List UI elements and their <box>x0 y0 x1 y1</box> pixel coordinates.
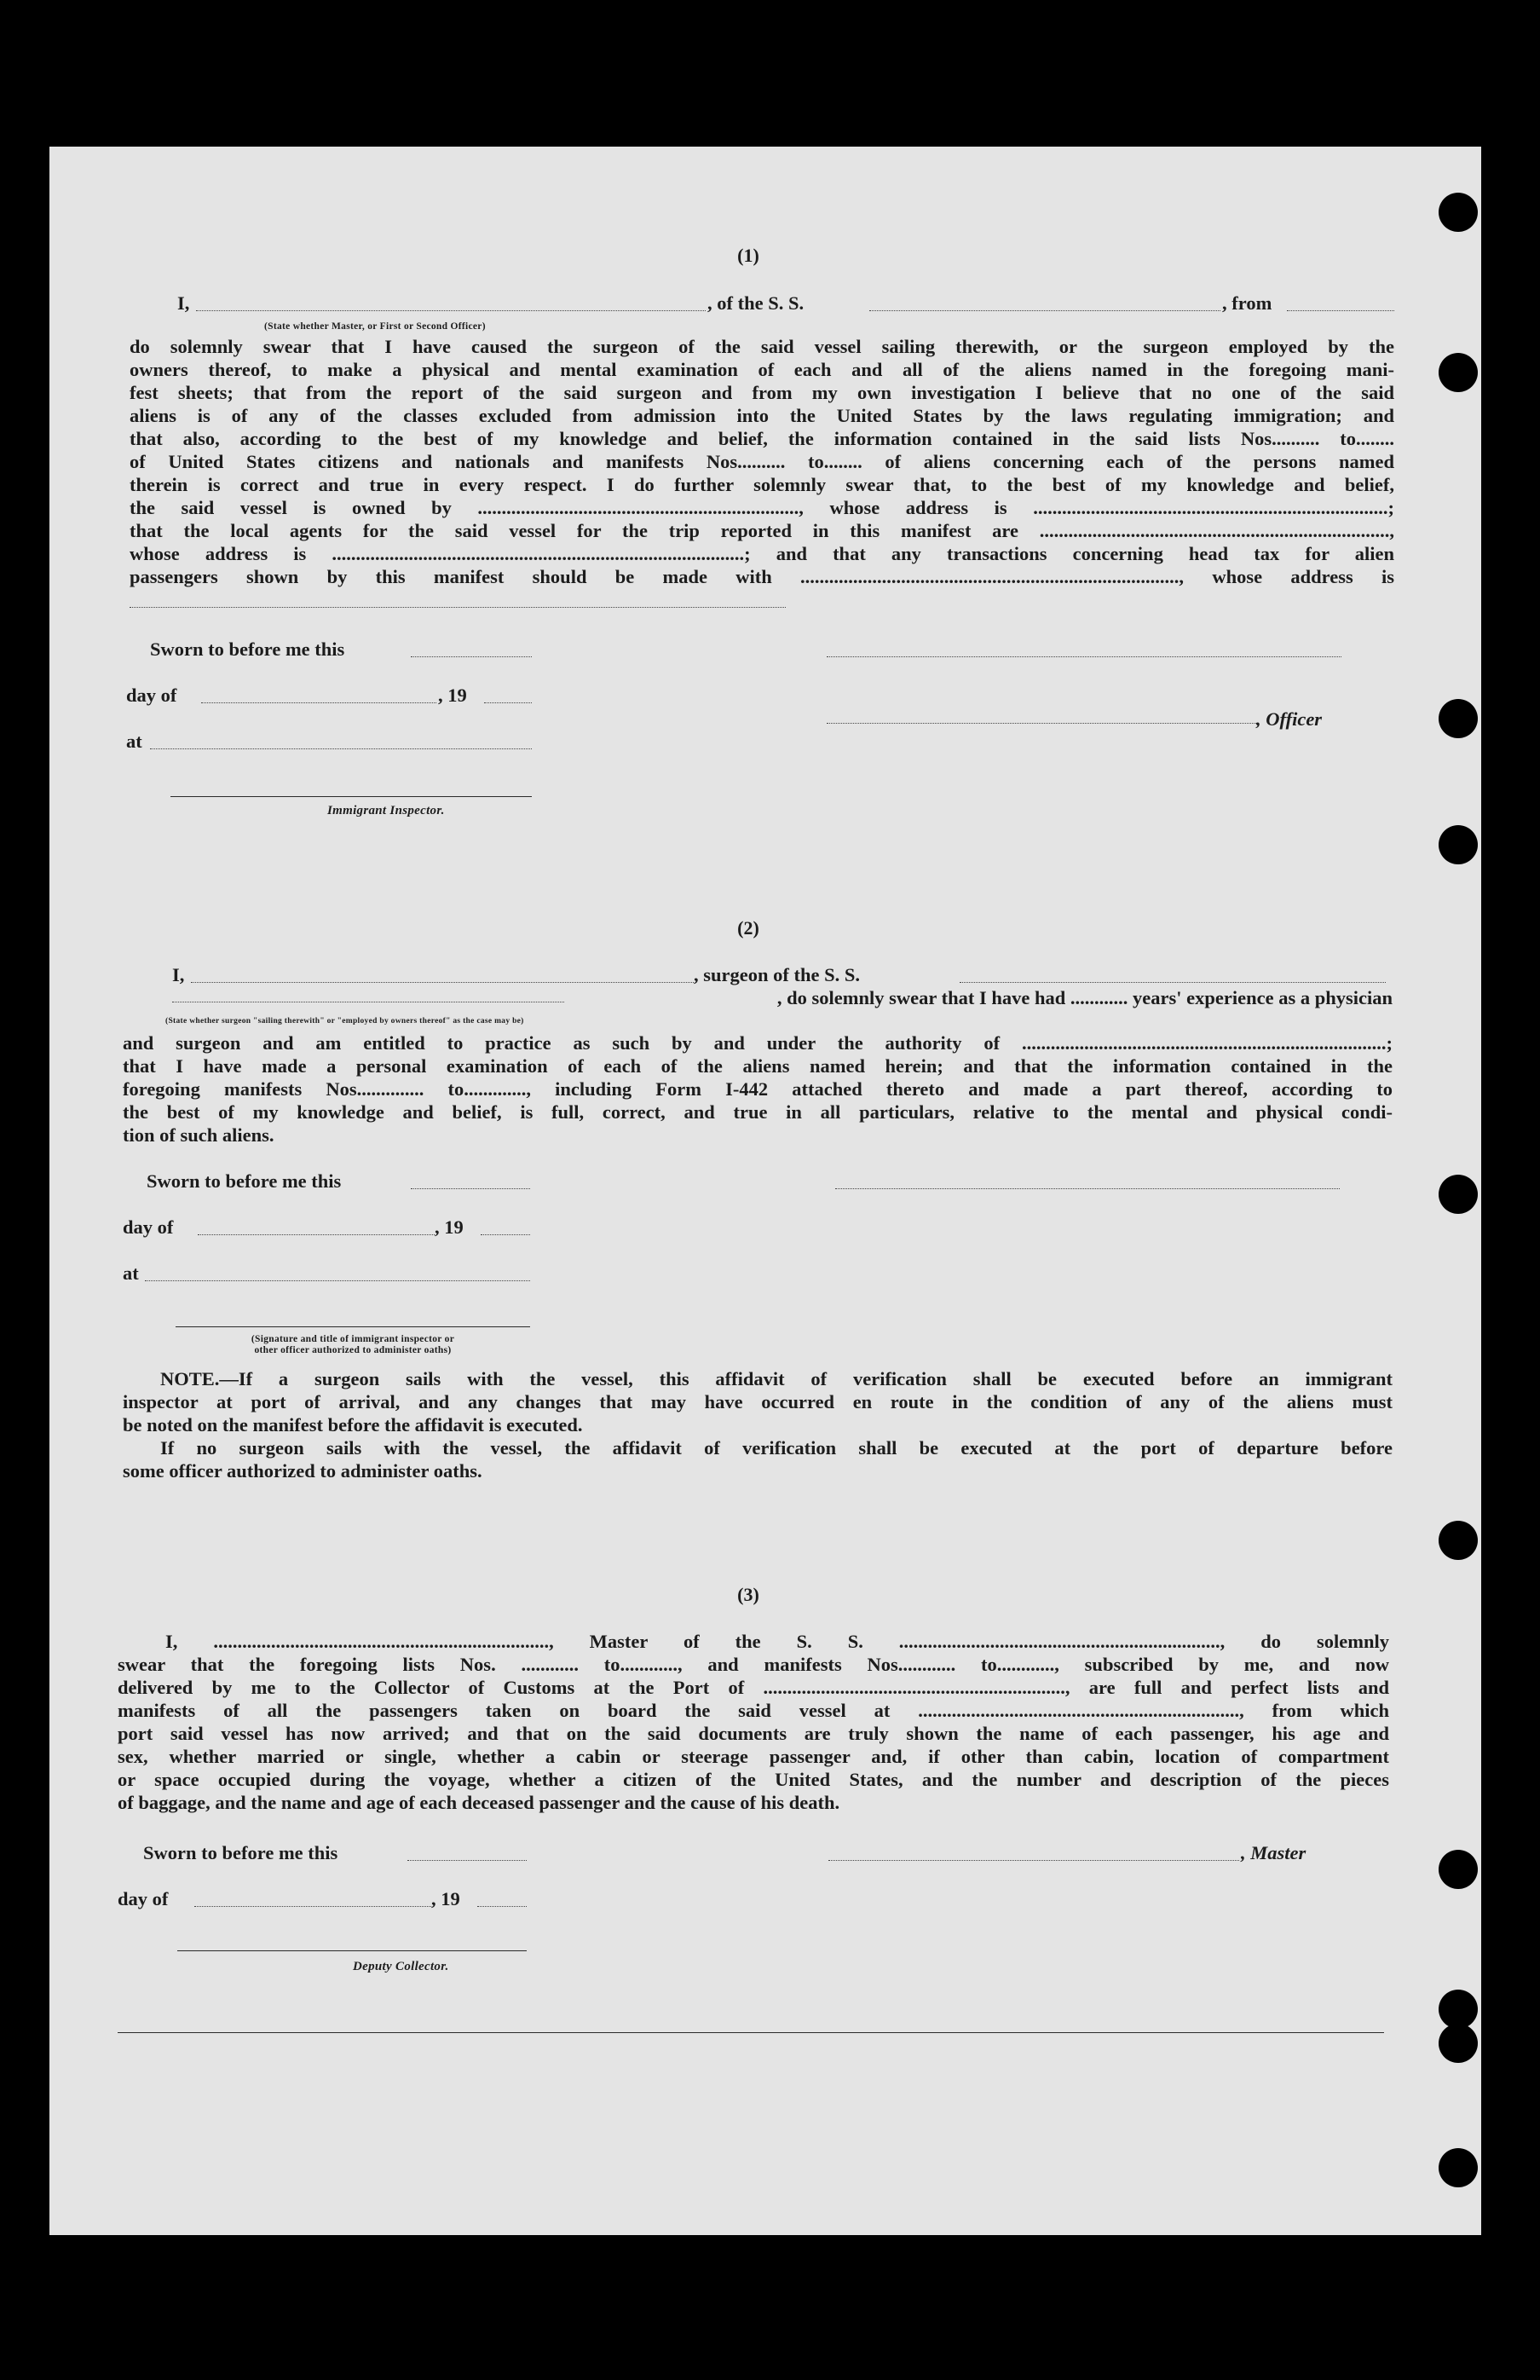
s1-para-line: that the local agents for the said vessel for the trip reported in this manifest are ........................................................................., <box>130 520 1394 541</box>
s2-ship-field[interactable] <box>960 982 1386 983</box>
section-number-2: (2) <box>737 917 759 939</box>
s2-para-line: tion of such aliens. <box>123 1124 274 1146</box>
bottom-rule <box>118 2032 1384 2033</box>
s2-name-field[interactable] <box>191 982 694 983</box>
s1-officer-label: , Officer <box>1256 708 1323 730</box>
s1-from: , from <box>1222 292 1272 314</box>
s3-para-line: delivered by me to the Collector of Customs at the Port of ..............................................................., are full and perfect lists and <box>118 1677 1389 1698</box>
s3-para-line: sex, whether married or single, whether a cabin or steerage passenger and, if other than cabin, location of compartment <box>118 1746 1389 1767</box>
s3-para-line: swear that the foregoing lists Nos. ............ to............, and manifests Nos............ to............, subscribed by me, and now <box>118 1654 1389 1675</box>
punch-hole <box>1439 1175 1478 1214</box>
s1-para-line: passengers shown by this manifest should be made with ..............................................................................., whose address is <box>130 566 1394 587</box>
punch-hole <box>1439 825 1478 864</box>
section-number-3: (3) <box>737 1584 759 1605</box>
s1-day-of: day of <box>126 685 177 706</box>
s2-sworn-field[interactable] <box>411 1188 530 1189</box>
s1-para-line: owners thereof, to make a physical and mental examination of each and all of the aliens named in the foregoing mani- <box>130 359 1394 380</box>
punch-hole <box>1439 2148 1478 2187</box>
s2-note-line: be noted on the manifest before the affidavit is executed. <box>123 1414 583 1436</box>
s3-para-line: I, ......................................................................, Master of the S. S. ..................................................................., do solemnly <box>165 1631 1389 1652</box>
s3-para-line: port said vessel has now arrived; and that on the said documents are truly shown the name of each passenger, his age and <box>118 1723 1389 1744</box>
s3-year: , 19 <box>431 1888 460 1909</box>
s1-para-line: fest sheets; that from the report of the said surgeon and from my own investigation I believe that no one of the said <box>130 382 1394 403</box>
s3-year-field[interactable] <box>477 1906 527 1907</box>
s3-collector-label: Deputy Collector. <box>353 1960 449 1973</box>
s1-i: I, <box>177 292 190 314</box>
s1-of-ss: , of the S. S. <box>707 292 805 314</box>
s1-para-line: do solemnly swear that I have caused the surgeon of the said vessel sailing therewith, or the surgeon employed by the <box>130 336 1394 357</box>
s1-para-line: aliens is of any of the classes excluded from admission into the United States by the laws regulating immigration; and <box>130 405 1394 426</box>
s2-at: at <box>123 1262 139 1284</box>
s1-sworn: Sworn to before me this <box>150 638 345 660</box>
s2-day-of: day of <box>123 1216 174 1238</box>
s2-line-name <box>172 963 1393 986</box>
s1-para-line: of United States citizens and nationals and manifests Nos.......... to........ of aliens concerning each of the persons named <box>130 451 1394 472</box>
s1-at: at <box>126 731 142 752</box>
s1-name-field[interactable] <box>196 310 706 311</box>
s2-para-line: that I have made a personal examination of each of the aliens named herein; and that the information contained in the <box>123 1055 1393 1077</box>
s1-from-field[interactable] <box>1287 310 1394 311</box>
s2-para-line: and surgeon and am entitled to practice as such by and under the authority of ............................................................................; <box>123 1032 1393 1054</box>
s1-address-field[interactable] <box>130 607 786 608</box>
s3-para-line: manifests of all the passengers taken on board the said vessel at ..................................................................., from which <box>118 1700 1389 1721</box>
s2-note-line: If no surgeon sails with the vessel, the affidavit of verification shall be executed at the port of departure before <box>160 1437 1393 1459</box>
s2-note-line: inspector at port of arrival, and any changes that may have occurred en route in the condition of any of the aliens must <box>123 1391 1393 1412</box>
s2-note-line: NOTE.—If a surgeon sails with the vessel, this affidavit of verification shall be executed before an immigrant <box>160 1368 1393 1389</box>
s1-para-line: therein is correct and true in every respect. I do further solemnly swear that, to the best of my knowledge and belief, <box>130 474 1394 495</box>
s3-day-of: day of <box>118 1888 169 1909</box>
s2-surgeon-of: , surgeon of the S. S. <box>694 964 861 985</box>
punch-hole <box>1439 1521 1478 1560</box>
s1-year: , 19 <box>438 685 467 706</box>
s2-para-line: foregoing manifests Nos.............. to............., including Form I-442 attached thereto and made a part thereof, according to <box>123 1078 1393 1100</box>
s2-i: I, <box>172 964 185 985</box>
s2-year-field[interactable] <box>481 1234 530 1235</box>
punch-hole <box>1439 2024 1478 2063</box>
s3-sworn: Sworn to before me this <box>143 1842 338 1863</box>
s1-inspector-line[interactable] <box>170 796 532 797</box>
s2-surgeon-note: (State whether surgeon "sailing therewith" or "employed by owners thereof" as the case may be) <box>165 1017 524 1025</box>
s1-day-field[interactable] <box>201 702 436 703</box>
form-sheet <box>49 147 1481 2235</box>
s1-para-line: the said vessel is owned by ..................................................................., whose address is ..........................................................................; <box>130 497 1394 518</box>
s2-para-line: the best of my knowledge and belief, is full, correct, and true in all particulars, relative to the mental and physical condi- <box>123 1101 1393 1123</box>
s3-sworn-field[interactable] <box>407 1860 527 1861</box>
punch-hole <box>1439 193 1478 232</box>
s2-note-line: some officer authorized to administer oaths. <box>123 1460 482 1482</box>
s2-day-field[interactable] <box>198 1234 435 1235</box>
punch-hole <box>1439 1850 1478 1889</box>
s1-ship-field[interactable] <box>869 310 1220 311</box>
s1-para-line: that also, according to the best of my knowledge and belief, the information contained in the said lists Nos.......... to........ <box>130 428 1394 449</box>
s2-sig-note-1: (Signature and title of immigrant inspector or <box>251 1334 455 1344</box>
s1-signature-line[interactable] <box>827 656 1341 657</box>
s3-master-line[interactable] <box>828 1860 1239 1861</box>
s3-collector-line[interactable] <box>177 1950 527 1951</box>
section-number-1: (1) <box>737 245 759 266</box>
s3-para-line: or space occupied during the voyage, whether a citizen of the United States, and the number and description of the pieces <box>118 1769 1389 1790</box>
s1-officer-line[interactable] <box>827 723 1256 724</box>
s2-sig-note-2: other officer authorized to administer oaths) <box>254 1345 452 1355</box>
s3-master-label: , Master <box>1241 1842 1306 1863</box>
punch-hole <box>1439 699 1478 738</box>
s3-para-line: of baggage, and the name and age of each deceased passenger and the cause of his death. <box>118 1792 840 1813</box>
s1-inspector-label: Immigrant Inspector. <box>327 804 445 817</box>
s1-year-field[interactable] <box>484 702 532 703</box>
s1-officer-note: (State whether Master, or First or Second Officer) <box>264 321 486 332</box>
punch-hole <box>1439 353 1478 392</box>
s1-line-name <box>177 292 1394 315</box>
s1-at-field[interactable] <box>150 748 532 749</box>
s2-at-field[interactable] <box>145 1280 530 1281</box>
s2-line-swear: , do solemnly swear that I have had ............ years' experience as a physician <box>776 987 1393 1008</box>
s1-para-line: whose address is ......................................................................................; and that any transactions concerning head tax for alien <box>130 543 1394 564</box>
s2-signature-line[interactable] <box>835 1188 1340 1189</box>
s3-day-field[interactable] <box>194 1906 431 1907</box>
s2-year: , 19 <box>435 1216 464 1238</box>
s2-sworn: Sworn to before me this <box>147 1170 342 1192</box>
s1-sworn-field[interactable] <box>411 656 532 657</box>
s2-official-line[interactable] <box>176 1326 530 1327</box>
